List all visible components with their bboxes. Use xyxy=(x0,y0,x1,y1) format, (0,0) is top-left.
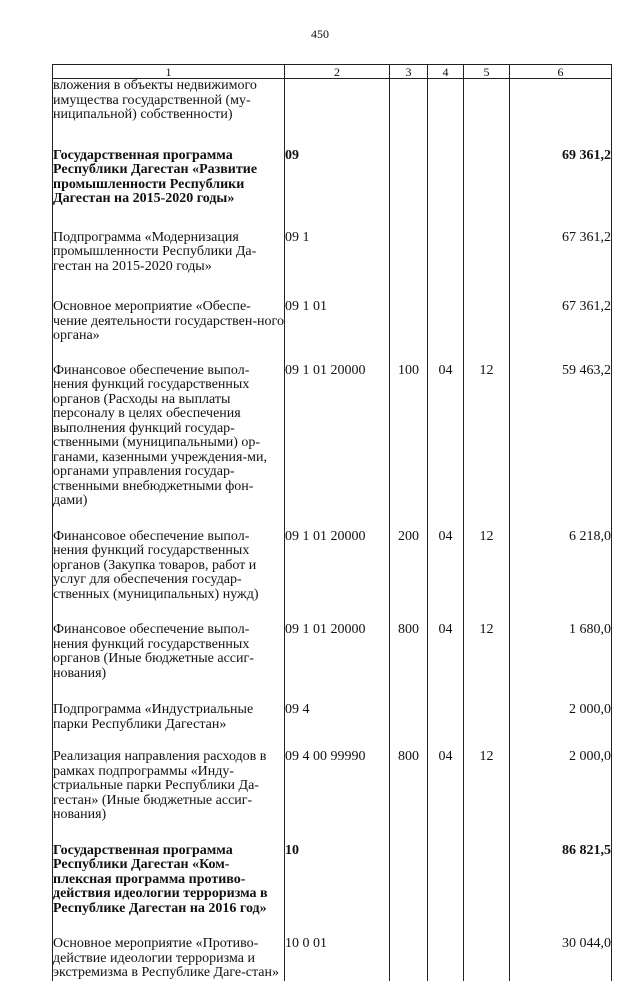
cell-rz: 04 xyxy=(428,530,464,624)
cell-code: 09 1 xyxy=(285,231,390,301)
cell-pr xyxy=(464,703,510,750)
table-row xyxy=(53,79,612,149)
cell-code: 09 xyxy=(285,149,390,231)
cell-sum: 30 044,0 xyxy=(510,937,612,981)
cell-vr xyxy=(390,703,428,750)
cell-vr xyxy=(390,79,428,149)
cell-code: 10 xyxy=(285,844,390,938)
cell-name: Финансовое обеспечение выпол-нения функций государственных органов (Закупка товаров, работ и услуг для обеспечения государ-ственных (муниципальных) нужд) xyxy=(53,530,285,624)
cell-rz: 04 xyxy=(428,364,464,530)
page-number: 450 xyxy=(311,27,329,41)
budget-table xyxy=(52,64,612,981)
cell-code: 09 1 01 xyxy=(285,300,390,364)
table-row xyxy=(53,844,612,938)
cell-rz xyxy=(428,149,464,231)
cell-name: Государственная программа Республики Дагестан «Ком-плексная программа противо-действия идеологии терроризма в Республике Дагестан на 2016 год» xyxy=(53,844,285,938)
col-header-1: 1 xyxy=(53,65,285,79)
cell-name: Финансовое обеспечение выпол-нения функций государственных органов (Расходы на выплаты персоналу в целях обеспечения выполнения функций государ-ственными (муниципальными) ор-ганами, казенными учреждения-ми, органами управления государ-ственными внебюджетными фон-дами) xyxy=(53,364,285,530)
col-header-3: 3 xyxy=(390,65,428,79)
cell-code xyxy=(285,79,390,149)
col-header-5: 5 xyxy=(464,65,510,79)
cell-pr: 12 xyxy=(464,750,510,844)
cell-sum xyxy=(510,79,612,149)
cell-sum: 69 361,2 xyxy=(510,149,612,231)
cell-sum: 86 821,5 xyxy=(510,844,612,938)
cell-pr xyxy=(464,937,510,981)
cell-name: вложения в объекты недвижимого имущества государственной (му-ниципальной) собственности) xyxy=(53,79,285,149)
cell-sum: 67 361,2 xyxy=(510,231,612,301)
table-row xyxy=(53,750,612,844)
cell-name: Реализация направления расходов в рамках подпрограммы «Инду-стриальные парки Республики Да-гестан» (Иные бюджетные ассиг-нования) xyxy=(53,750,285,844)
cell-sum: 2 000,0 xyxy=(510,703,612,750)
cell-pr xyxy=(464,79,510,149)
cell-name: Государственная программа Республики Дагестан «Развитие промышленности Республики Дагестан на 2015-2020 годы» xyxy=(53,149,285,231)
cell-rz xyxy=(428,937,464,981)
cell-rz xyxy=(428,844,464,938)
cell-sum: 1 680,0 xyxy=(510,623,612,703)
cell-sum: 59 463,2 xyxy=(510,364,612,530)
table-row xyxy=(53,364,612,530)
col-header-2: 2 xyxy=(285,65,390,79)
cell-vr xyxy=(390,149,428,231)
table-row xyxy=(53,300,612,364)
cell-rz: 04 xyxy=(428,750,464,844)
table-row xyxy=(53,231,612,301)
cell-code: 09 1 01 20000 xyxy=(285,530,390,624)
cell-vr xyxy=(390,231,428,301)
cell-vr: 800 xyxy=(390,623,428,703)
cell-vr xyxy=(390,300,428,364)
cell-rz xyxy=(428,300,464,364)
cell-pr xyxy=(464,844,510,938)
cell-name: Основное мероприятие «Обеспе-чение деятельности государствен-ного органа» xyxy=(53,300,285,364)
cell-vr xyxy=(390,844,428,938)
cell-rz xyxy=(428,79,464,149)
cell-sum: 6 218,0 xyxy=(510,530,612,624)
table-row xyxy=(53,530,612,624)
cell-pr xyxy=(464,149,510,231)
cell-rz: 04 xyxy=(428,623,464,703)
cell-rz xyxy=(428,703,464,750)
col-header-4: 4 xyxy=(428,65,464,79)
cell-code: 09 4 xyxy=(285,703,390,750)
cell-name: Финансовое обеспечение выпол-нения функций государственных органов (Иные бюджетные ассиг-нования) xyxy=(53,623,285,703)
cell-code: 09 1 01 20000 xyxy=(285,364,390,530)
cell-pr: 12 xyxy=(464,364,510,530)
cell-name: Подпрограмма «Модернизация промышленности Республики Да-гестан на 2015-2020 годы» xyxy=(53,231,285,301)
cell-pr xyxy=(464,300,510,364)
table-row xyxy=(53,623,612,703)
cell-rz xyxy=(428,231,464,301)
cell-vr xyxy=(390,937,428,981)
table-header-row xyxy=(53,65,612,79)
cell-code: 10 0 01 xyxy=(285,937,390,981)
col-header-6: 6 xyxy=(510,65,612,79)
table-row xyxy=(53,703,612,750)
cell-code: 09 1 01 20000 xyxy=(285,623,390,703)
table-row xyxy=(53,149,612,231)
cell-vr: 100 xyxy=(390,364,428,530)
cell-sum: 2 000,0 xyxy=(510,750,612,844)
table-row xyxy=(53,937,612,981)
cell-name: Основное мероприятие «Противо-действие идеологии терроризма и экстремизма в Республике Даге-стан» xyxy=(53,937,285,981)
cell-name: Подпрограмма «Индустриальные парки Республики Дагестан» xyxy=(53,703,285,750)
cell-code: 09 4 00 99990 xyxy=(285,750,390,844)
cell-vr: 800 xyxy=(390,750,428,844)
cell-pr: 12 xyxy=(464,530,510,624)
cell-pr: 12 xyxy=(464,623,510,703)
cell-sum: 67 361,2 xyxy=(510,300,612,364)
cell-vr: 200 xyxy=(390,530,428,624)
cell-pr xyxy=(464,231,510,301)
